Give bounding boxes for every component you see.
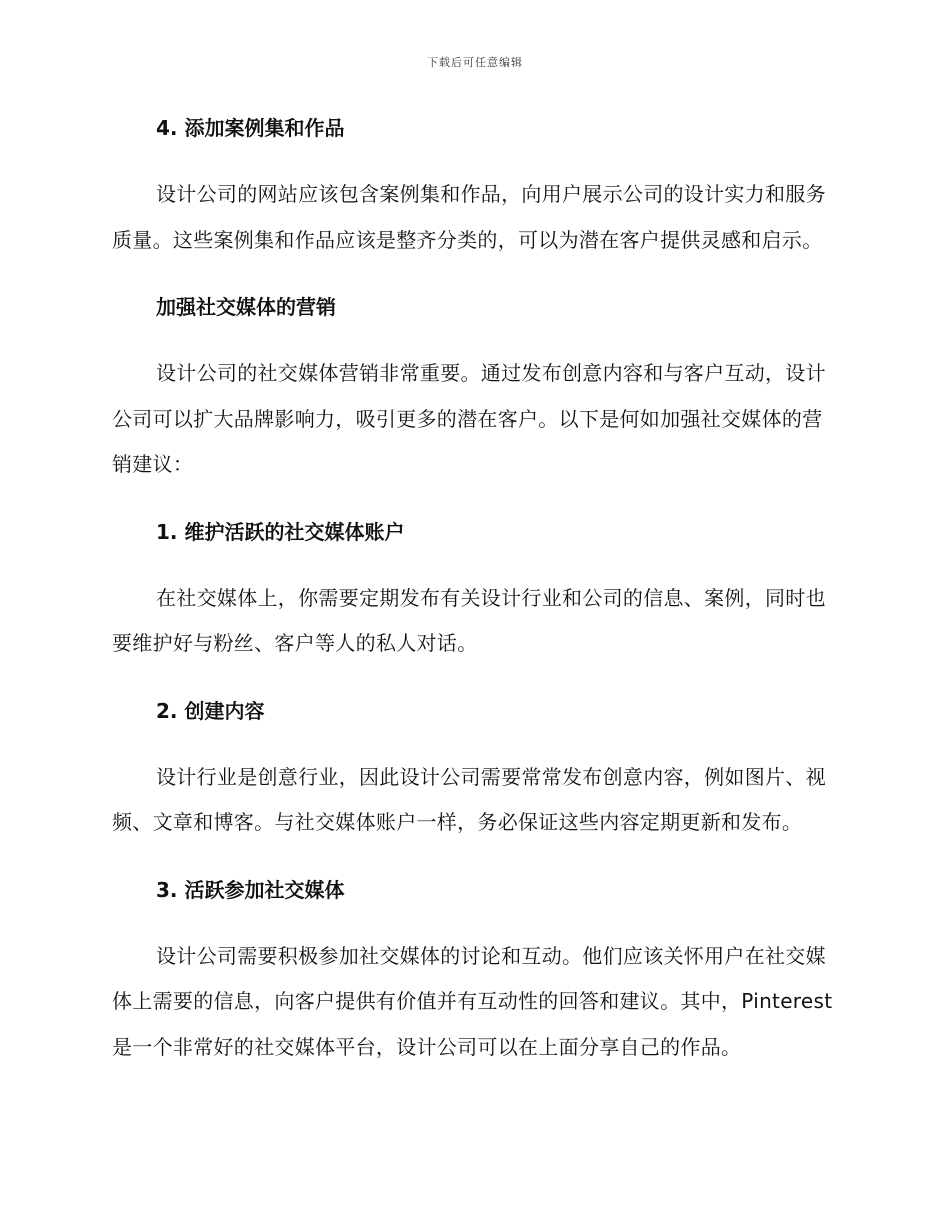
section-heading-maintain-accounts: 1. 维护活跃的社交媒体账户	[156, 519, 405, 544]
document-body	[112, 113, 838, 1070]
section-heading-create-content: 2. 创建内容	[156, 698, 265, 723]
paragraph-engage-social: 设计公司需要积极参加社交媒体的讨论和互动。他们应该关怀用户在社交媒体上需要的信息，向客户提供有价值并有互动性的回答和建议。其中，Pinterest 是一个非常好的社交媒体平台，设计公司可以在上面分享自己的作品。	[112, 943, 833, 1059]
paragraph-portfolio: 设计公司的网站应该包含案例集和作品，向用户展示公司的设计实力和服务质量。这些案例集和作品应该是整齐分类的，可以为潜在客户提供灵感和启示。	[112, 182, 826, 252]
page-header: 下载后可任意编辑	[427, 56, 523, 69]
paragraph-create-content: 设计行业是创意行业，因此设计公司需要常常发布创意内容，例如图片、视频、文章和博客。与社交媒体账户一样，务必保证这些内容定期更新和发布。	[112, 764, 826, 834]
paragraph-maintain-accounts: 在社交媒体上，你需要定期发布有关设计行业和公司的信息、案例，同时也要维护好与粉丝、客户等人的私人对话。	[112, 585, 826, 655]
section-heading-add-portfolio: 4. 添加案例集和作品	[156, 116, 345, 140]
paragraph-social-marketing: 设计公司的社交媒体营销非常重要。通过发布创意内容和与客户互动，设计公司可以扩大品牌影响力，吸引更多的潜在客户。以下是何如加强社交媒体的营销建议：	[112, 361, 826, 476]
section-heading-engage-social: 3. 活跃参加社交媒体	[156, 877, 345, 902]
section-heading-social-marketing: 加强社交媒体的营销	[156, 295, 336, 319]
